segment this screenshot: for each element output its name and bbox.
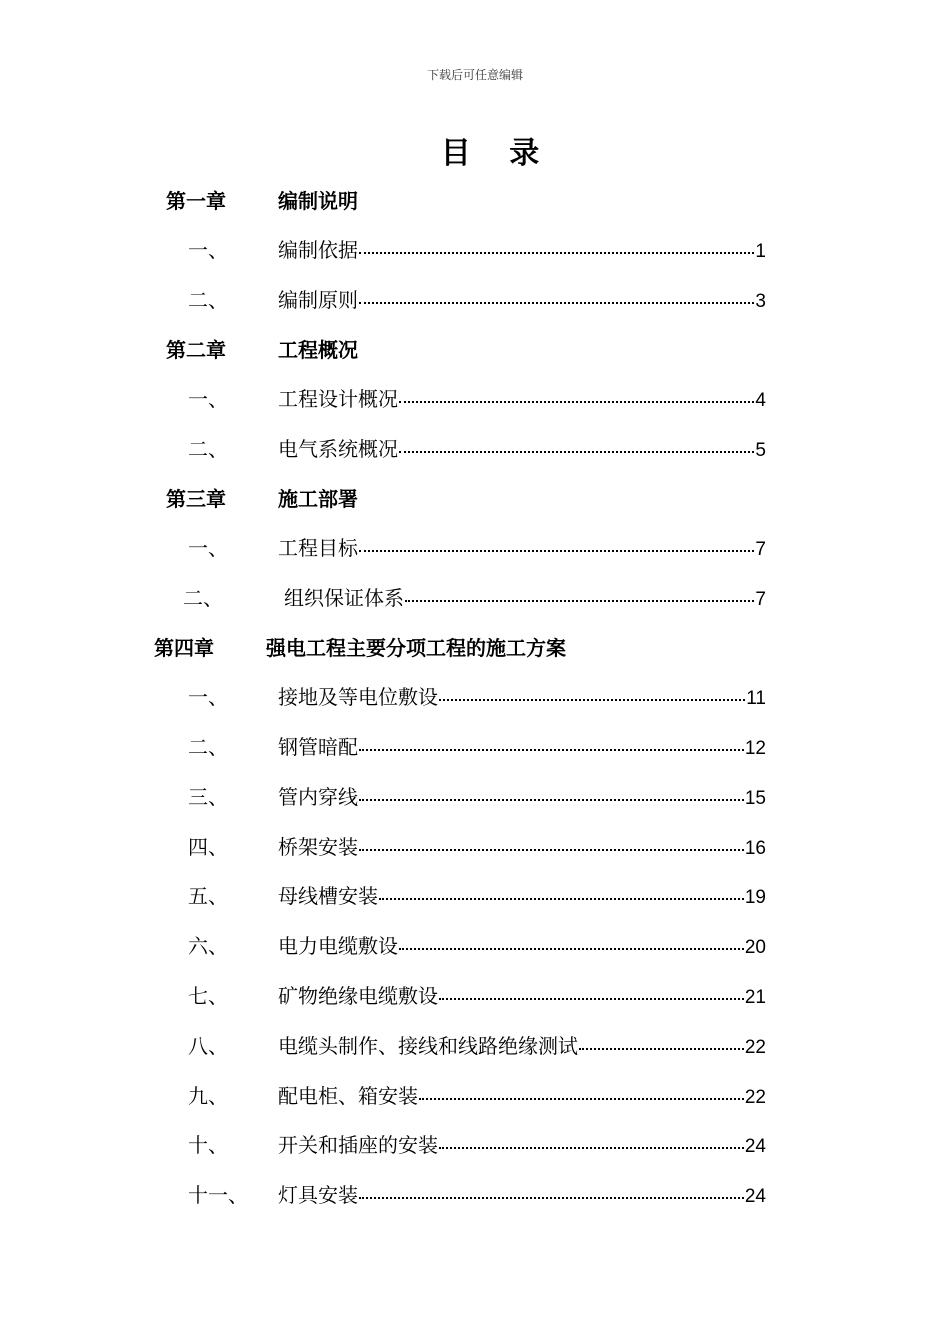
toc-entry[interactable]: [278, 235, 766, 265]
page-number: 22: [744, 1037, 766, 1058]
leader-dots: [359, 799, 744, 801]
toc-entry[interactable]: [278, 1081, 766, 1111]
section-title: 管内穿线: [278, 785, 358, 809]
section-number: 六、: [188, 934, 228, 958]
toc-entry[interactable]: [284, 583, 766, 613]
section-number: 十、: [188, 1133, 228, 1157]
page-number: 21: [744, 987, 766, 1008]
section-number: 一、: [188, 685, 228, 709]
section-number: 七、: [188, 984, 228, 1008]
chapter-number: 第三章: [166, 487, 226, 511]
section-title: 电缆头制作、接线和线路绝缘测试: [278, 1034, 578, 1058]
leader-dots: [359, 749, 744, 751]
leader-dots: [439, 1147, 744, 1149]
section-number: 八、: [188, 1034, 228, 1058]
section-title: 组织保证体系: [284, 586, 404, 610]
toc-entry[interactable]: [278, 931, 766, 961]
section-number: 九、: [188, 1084, 228, 1108]
chapter-title: 工程概况: [278, 338, 358, 362]
toc-entry[interactable]: [278, 981, 766, 1011]
section-title: 电力电缆敷设: [278, 934, 398, 958]
page-number: 15: [744, 788, 766, 809]
leader-dots: [399, 401, 754, 403]
page-header: 下载后可任意编辑: [426, 68, 523, 82]
page-number: 3: [755, 291, 766, 312]
chapter-title: 施工部署: [278, 487, 358, 511]
section-number: 三、: [188, 785, 228, 809]
page-number: 16: [744, 838, 766, 859]
toc-entry[interactable]: [278, 682, 766, 712]
toc-chapter-2[interactable]: [166, 335, 766, 365]
leader-dots: [359, 550, 754, 552]
section-number: 二、: [183, 586, 223, 610]
section-title: 开关和插座的安装: [278, 1133, 438, 1157]
leader-dots: [359, 849, 744, 851]
page-title: 目 录: [440, 136, 554, 171]
leader-dots: [405, 600, 754, 602]
chapter-title: 强电工程主要分项工程的施工方案: [266, 636, 566, 660]
page-number: 7: [755, 589, 766, 610]
chapter-number: 第一章: [166, 189, 226, 213]
chapter-number: 第二章: [166, 338, 226, 362]
page-number: 11: [746, 688, 766, 709]
toc-entry[interactable]: [278, 285, 766, 315]
leader-dots: [359, 302, 754, 304]
leader-dots: [379, 898, 744, 900]
section-title: 灯具安装: [278, 1183, 358, 1207]
leader-dots: [419, 1098, 744, 1100]
toc-entry[interactable]: [278, 1180, 766, 1210]
section-title: 工程设计概况: [278, 387, 398, 411]
section-title: 电气系统概况: [278, 437, 398, 461]
toc-entry[interactable]: [278, 1031, 766, 1061]
page-number: 22: [744, 1087, 766, 1108]
toc-entry[interactable]: [278, 1130, 766, 1160]
section-number: 一、: [188, 536, 228, 560]
leader-dots: [399, 451, 754, 453]
page-number: 5: [755, 440, 766, 461]
section-number: 二、: [188, 288, 228, 312]
section-number: 五、: [188, 884, 228, 908]
section-number: 一、: [188, 238, 228, 262]
section-title: 编制依据: [278, 238, 358, 262]
toc-entry[interactable]: [278, 384, 766, 414]
section-number: 四、: [188, 835, 228, 859]
toc-entry[interactable]: [278, 533, 766, 563]
chapter-title: 编制说明: [278, 189, 358, 213]
toc-entry[interactable]: [278, 782, 766, 812]
page-number: 7: [755, 539, 766, 560]
section-number: 一、: [188, 387, 228, 411]
toc-chapter-3[interactable]: [166, 484, 766, 514]
chapter-number: 第四章: [154, 636, 214, 660]
section-number: 十一、: [188, 1183, 248, 1207]
section-title: 矿物绝缘电缆敷设: [278, 984, 438, 1008]
leader-dots: [359, 252, 754, 254]
leader-dots: [579, 1048, 744, 1050]
leader-dots: [359, 1197, 744, 1199]
page-number: 24: [744, 1136, 766, 1157]
page-number: 20: [744, 937, 766, 958]
page-number: 1: [755, 241, 766, 262]
page-number: 19: [744, 887, 766, 908]
toc-chapter-4[interactable]: [154, 633, 766, 663]
toc-entry[interactable]: [278, 832, 766, 862]
page-number: 24: [744, 1186, 766, 1207]
toc-chapter-1[interactable]: [166, 186, 766, 216]
leader-dots: [439, 998, 744, 1000]
section-title: 母线槽安装: [278, 884, 378, 908]
toc-entry[interactable]: [278, 881, 766, 911]
leader-dots: [439, 699, 745, 701]
section-title: 编制原则: [278, 288, 358, 312]
page-number: 4: [755, 390, 766, 411]
section-number: 二、: [188, 735, 228, 759]
page-number: 12: [744, 738, 766, 759]
toc-entry[interactable]: [278, 732, 766, 762]
section-title: 配电柜、箱安装: [278, 1084, 418, 1108]
section-title: 接地及等电位敷设: [278, 685, 438, 709]
leader-dots: [399, 948, 744, 950]
section-title: 工程目标: [278, 536, 358, 560]
section-title: 钢管暗配: [278, 735, 358, 759]
toc-entry[interactable]: [278, 434, 766, 464]
section-title: 桥架安装: [278, 835, 358, 859]
section-number: 二、: [188, 437, 228, 461]
